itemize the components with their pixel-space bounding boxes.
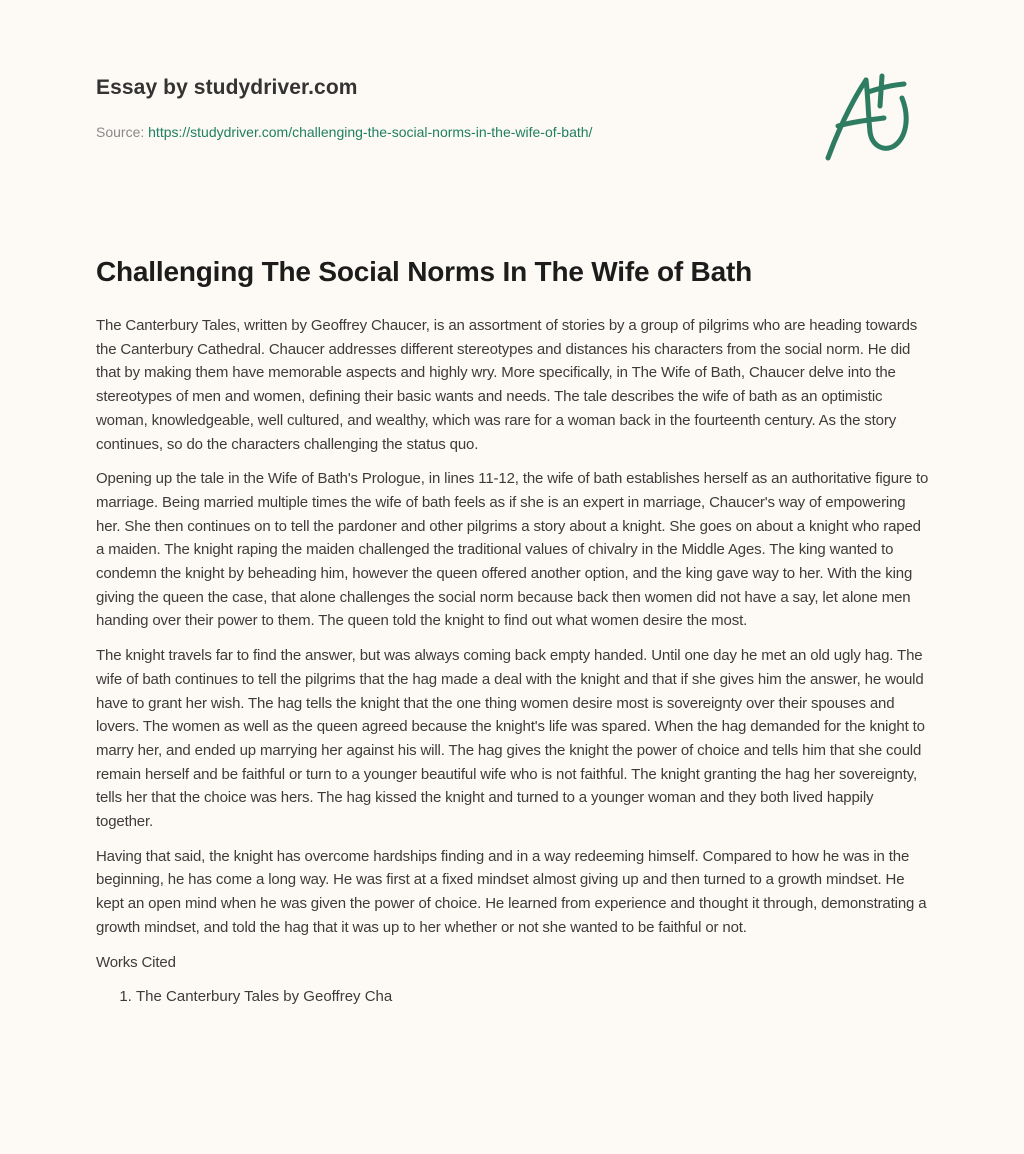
source-link[interactable]: https://studydriver.com/challenging-the-social-norms-in-the-wife-of-bath/ — [148, 124, 593, 140]
paragraph: The Canterbury Tales, written by Geoffrey Chaucer, is an assortment of stories by a group of pilgrims who are heading towards the Canterbury Cathedral. Chaucer addresses different stereotypes and distances his characters from the social norm. He did that by making them have memorable aspects and highly wry. More specifically, in The Wife of Bath, Chaucer delve into the stereotypes of men and women, defining their basic wants and needs. The tale describes the wife of bath as an optimistic woman, knowledgeable, well cultured, and wealthy, which was rare for a woman back in the fourteenth century. As the story continues, so do the characters challenging the status quo. — [96, 317, 918, 453]
citation-item: 1. The Canterbury Tales by Geoffrey Cha — [136, 985, 930, 1008]
works-cited-heading: Works Cited — [96, 953, 176, 971]
a-plus-grade-icon — [822, 66, 926, 166]
site-title: Essay by studydriver.com — [96, 76, 358, 99]
works-cited-list — [96, 985, 930, 1008]
page-header — [96, 0, 928, 240]
essay-page — [96, 0, 929, 1006]
source-label: Source: — [96, 124, 145, 140]
source-line — [96, 124, 592, 140]
essay-title: Challenging The Social Norms In The Wife of Bath — [96, 256, 752, 287]
paragraph: The knight travels far to find the answer, but was always coming back empty handed. Until one day he met an old ugly hag. The wife of bath continues to tell the pilgrims that the hag made a deal with the knight and that if she gives him the answer, he would have to grant her wish. The hag tells the knight that the one thing women desire most is sovereignty over their spouses and lovers. The women as well as the queen agreed because the knight's life was spared. When the hag demanded for the knight to marry her, and ended up marrying her against his will. The hag gives the knight the power of choice and tells him that she could remain herself and be faithful or turn to a younger beautiful wife who is not faithful. The knight granting the hag her sovereignty, tells her that the choice was hers. The hag kissed the knight and turned to a younger woman and they both lived happily together. — [96, 647, 925, 831]
essay-body — [96, 314, 930, 1008]
paragraph: Having that said, the knight has overcome hardships finding and in a way redeeming himself. Compared to how he was in the beginning, he has come a long way. He was first at a fixed mindset almost giving up and then turned to a growth mindset. He kept an open mind when he was given the power of choice. He learned from experience and thought it through, demonstrating a growth mindset, and told the hag that it was up to her whether or not she wanted to be faithful or not. — [96, 847, 927, 936]
paragraph: Opening up the tale in the Wife of Bath's Prologue, in lines 11-12, the wife of bath establishes herself as an authoritative figure to marriage. Being married multiple times the wife of bath feels as if she is an expert in marriage, Chaucer's way of empowering her. She then continues on to tell the pardoner and other pilgrims a story about a knight. She goes on about a knight who raped a maiden. The knight raping the maiden challenged the traditional values of chivalry in the Middle Ages. The king wanted to condemn the knight by beheading him, however the queen offered another option, and the king gave way to her. With the king giving the queen the case, that alone challenges the social norm because back then women did not have a say, let alone men handing over their power to them. The queen told the knight to find out what women desire the most. — [96, 470, 929, 630]
